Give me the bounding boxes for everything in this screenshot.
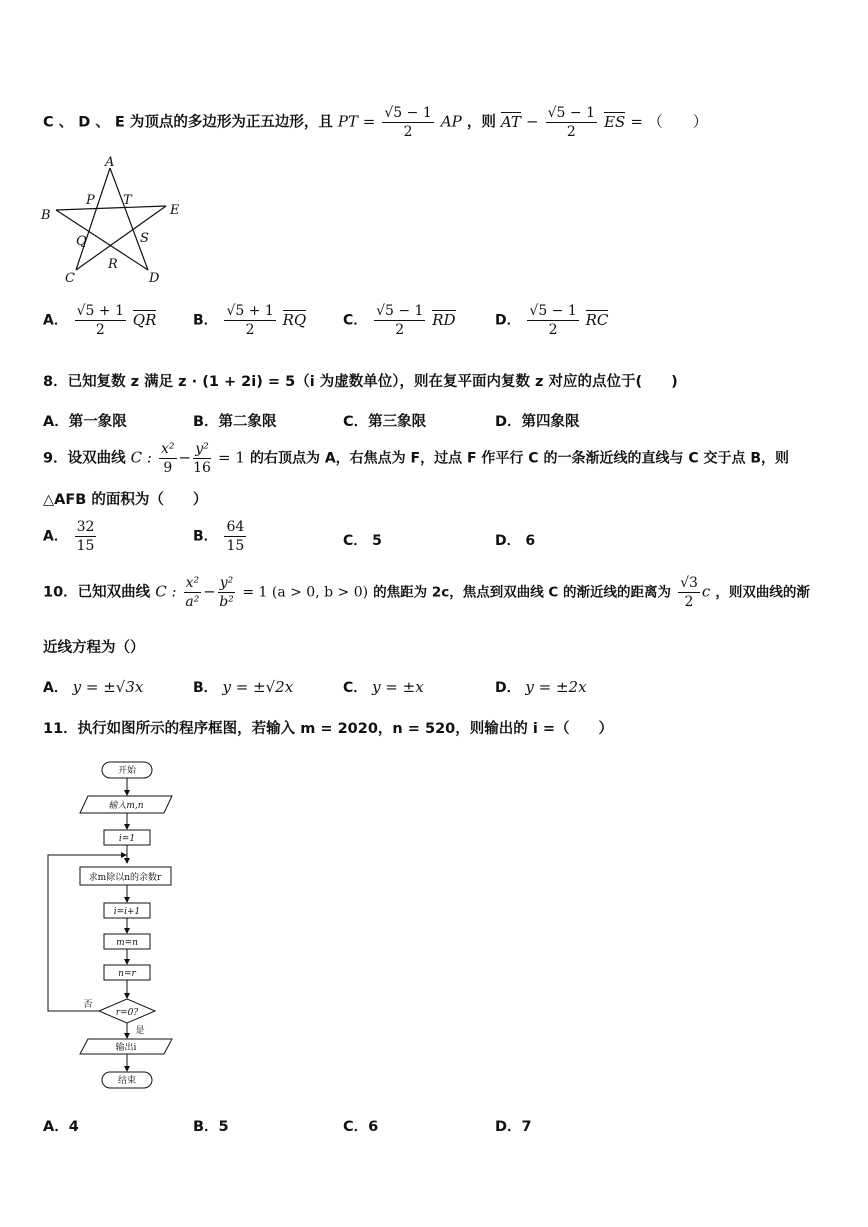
label-b: B [41,208,51,223]
q7-vector-es: ES [604,112,626,131]
option-num: 64 [226,519,245,535]
label-e: E [170,203,180,218]
flow-inc-text: i=i+1 [113,907,141,917]
option-label: A． [43,312,68,329]
option-label: B． [193,312,218,329]
option-label: C． [343,533,368,549]
q9-option-c[interactable] [343,530,382,550]
option-value: 6 [525,533,536,549]
q7-then: ，则 [466,114,496,131]
q8-option-c[interactable]: C．第三象限 [343,414,427,430]
flow-cond-text: r=0? [115,1008,139,1018]
q10-cond: = 1 (a > 0, b > 0) [242,584,369,601]
option-value: y = ±x [372,678,424,696]
q7-frac-num: √5 − 1 [384,105,432,121]
option-vector: QR [132,310,157,329]
option-value: y = ±√2x [222,678,294,696]
q10-option-c[interactable] [343,677,424,697]
q10-d-den: 2 [684,594,694,610]
q7-stem-text: C 、 D 、 E 为顶点的多边形为正五边形，且 [43,114,333,131]
q9-stem-b: 的右顶点为 A，右焦点为 F，过点 F 作平行 C 的一条渐近线的直线与 C 交于点 B，则 [249,450,790,467]
q8-option-b[interactable]: B．第二象限 [193,414,277,430]
q9-stem-line2: △AFB 的面积为（ ） [43,492,208,508]
q10-option-b[interactable] [193,677,293,697]
q10-stem-a: 10．已知双曲线 [43,584,151,601]
q9-option-a[interactable] [43,518,98,555]
q10-x-den: a² [185,594,200,610]
star-edge-be [56,206,166,210]
q7-frac2-num: √5 − 1 [547,105,595,121]
q8-option-a[interactable]: A．第一象限 [43,414,127,430]
q8-stem: 8．已知复数 z 满足 z · (1 + 2i) = 5（i 为虚数单位），则在复平面内复数 z 对应的点位于( ) [43,374,678,390]
q9-y-num: y² [193,440,211,459]
star-edge-ad [110,168,148,270]
q7-frac2-den: 2 [566,124,576,140]
flow-end-text: 结束 [117,1076,137,1086]
q7-option-d[interactable] [495,302,608,339]
q9-curve: C : [130,448,152,467]
option-label: B． [193,528,218,545]
label-a: A [105,155,115,170]
star-edge-bd [56,210,148,270]
q10-stem-line2: 近线方程为（） [43,640,145,656]
q11-option-d[interactable]: D．7 [495,1119,532,1135]
q10-x-num: x² [185,575,200,591]
option-label: C． [343,312,368,329]
q11-option-c[interactable]: C．6 [343,1119,379,1135]
q9-stem-line1: 9．设双曲线 C : $\frac{\text{x²}}{9}$ − $\frac{\text{y²}}{16}$ = 1 的右顶点为 A，右焦点为 F，过点 F 作平行 C 的一条渐近线的直线与 C 交于点 B，则 [43,441,790,476]
q9-stem-a: 9．设双曲线 [43,450,126,467]
label-s: S [140,231,149,246]
q10-stem-line1: 10．已知双曲线 C : $\frac{\text{x²}}{\text{a²}}$ − $\frac{\text{y²}}{\text{b²}}$ = 1 (a > 0, b > 0) 的焦距为 2c，焦点到双曲线 C 的渐近线的距离为 $\frac{√3}{2}$ c ，则双曲线的渐 [43,575,810,610]
option-vector: RD [432,310,456,329]
flow-assign-m-text: m=n [116,938,138,948]
q9-x-num: x² [161,441,175,457]
q7-fraction [382,104,433,141]
q9-option-d[interactable] [495,530,535,550]
q7-frac-den: 2 [403,124,413,140]
label-c: C [65,271,75,286]
q7-fraction-2 [546,104,597,141]
q10-curve: C : [155,582,177,601]
label-r: R [108,257,118,272]
option-vector: RQ [282,310,307,329]
option-den: 2 [245,322,255,338]
q10-d-num: √3 [680,575,698,591]
option-label: D． [495,680,521,696]
flow-start-text: 开始 [117,766,137,776]
label-p: P [86,193,95,208]
option-num: √5 + 1 [226,303,274,319]
flow-input-text: 输入m,n [108,801,144,811]
flow-assign-n-text: n=r [118,969,136,979]
option-label: C． [343,680,368,696]
option-den: 15 [76,538,95,554]
q10-stem-b: 的焦距为 2c，焦点到双曲线 C 的渐近线的距离为 [373,584,672,601]
option-label: D． [495,312,521,329]
q9-x-den: 9 [163,460,173,476]
option-num: 32 [76,519,95,535]
flow-no-label: 否 [83,1000,93,1010]
q9-eq: = 1 [218,448,245,467]
option-num: √5 − 1 [376,303,424,319]
q7-option-a[interactable] [43,302,156,339]
option-den: 2 [395,322,405,338]
option-label: D． [495,533,521,549]
option-value: y = ±2x [525,678,587,696]
q7-option-b[interactable] [193,302,306,339]
star-edge-ac [76,168,110,270]
option-den: 15 [226,538,245,554]
q7-stem-line [43,104,708,141]
q8-option-d[interactable]: D．第四象限 [495,414,580,430]
q11-flowchart [40,755,200,1095]
q10-stem-c: ，则双曲线的渐 [715,584,810,601]
flow-output-text: 输出i [115,1043,137,1053]
q10-option-a[interactable] [43,677,143,697]
label-d: D [149,271,160,286]
option-den: 2 [548,322,558,338]
flow-remainder-text: 求m除以n的余数r [88,873,162,883]
option-label: B． [193,680,218,696]
option-num: √5 − 1 [529,303,577,319]
option-den: 2 [95,322,105,338]
option-num: √5 + 1 [76,303,124,319]
q9-option-b[interactable] [193,518,248,555]
q7-vector-at: AT [500,112,521,131]
option-label: A． [43,680,68,696]
q7-minus: − [525,112,539,131]
q11-option-a[interactable]: A．4 [43,1119,79,1135]
label-q: Q [76,234,87,249]
q7-ap: AP [440,112,462,131]
option-label: A． [43,528,68,545]
star-edge-ec [76,206,166,270]
q10-y-num: y² [219,575,234,591]
q7-tail: = （ ） [630,112,708,131]
q11-option-b[interactable]: B．5 [193,1119,229,1135]
option-value: 5 [372,533,382,549]
option-value: y = ±√3x [72,678,144,696]
q9-y-den: 16 [193,460,211,476]
q7-star-figure [38,152,188,287]
q11-stem: 11．执行如图所示的程序框图，若输入 m = 2020，n = 520，则输出的 i =（ ） [43,721,613,737]
q10-y-den: b² [219,594,234,610]
q10-option-d[interactable] [495,677,587,697]
option-vector: RC [585,310,609,329]
flow-yes-label: 是 [135,1026,145,1036]
label-t: T [123,193,132,208]
flow-init-text: i=1 [118,834,136,844]
q7-option-c[interactable] [343,302,456,339]
q10-d-var: c [701,582,711,601]
q7-pt-expr: PT = [337,112,376,131]
